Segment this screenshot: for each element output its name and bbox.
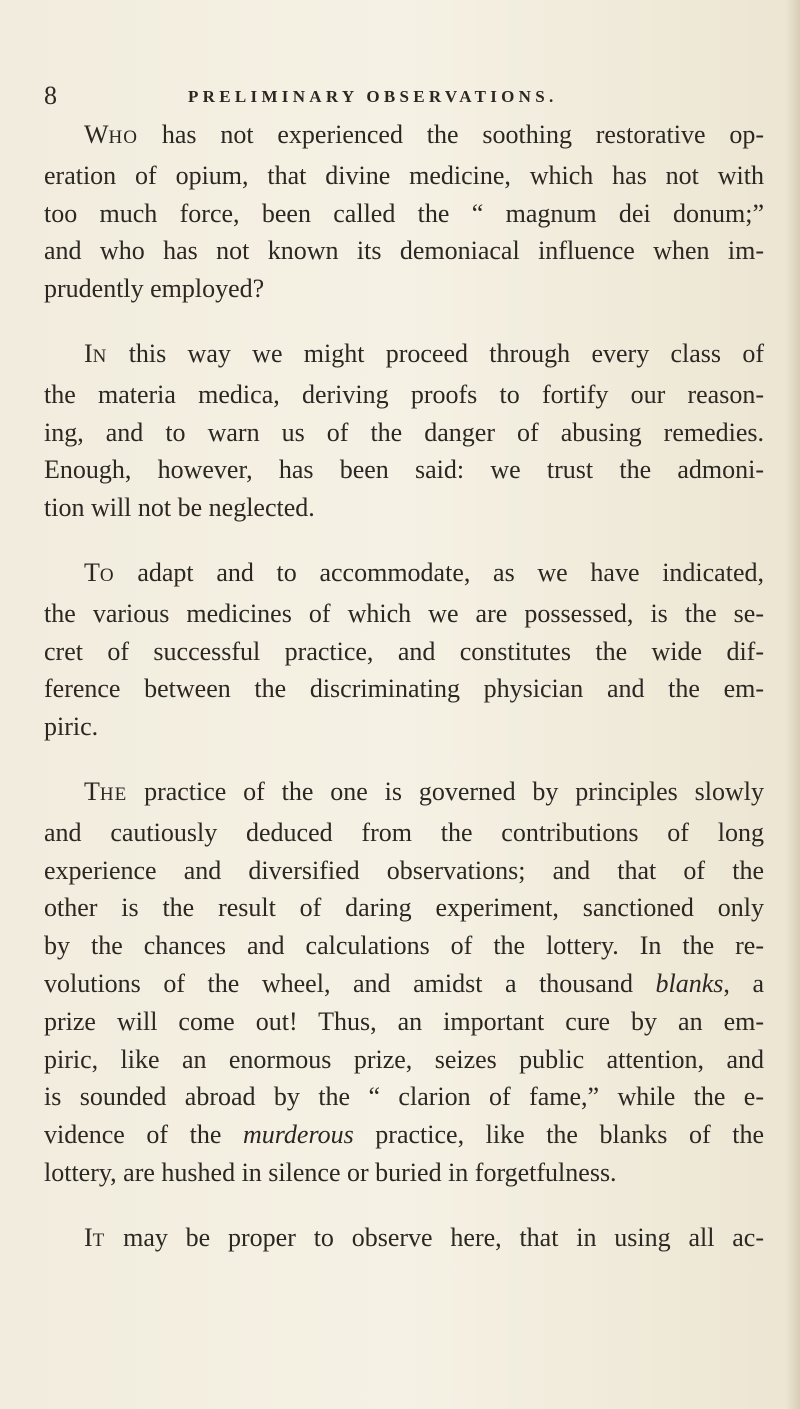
paragraph-2 — [44, 335, 764, 527]
paragraph-line: piric. — [44, 712, 99, 742]
paragraph-5 — [44, 1219, 764, 1260]
lead-smallcaps: O — [99, 564, 115, 586]
body-text — [44, 116, 764, 1287]
paragraph-line — [44, 335, 764, 376]
page-number: 8 — [44, 81, 57, 110]
lead-letter: W — [84, 120, 109, 149]
paragraph-line: tion will not be neglected. — [44, 493, 315, 523]
page-edge-shadow — [786, 0, 800, 1409]
paragraph-line — [44, 1219, 764, 1260]
paragraph-line: other is the result of daring experiment, sanctioned only — [44, 893, 764, 923]
paragraph-3 — [44, 554, 764, 746]
paragraph-line: the various medicines of which we are possessed, is the se- — [44, 598, 764, 628]
line-text: vidence of the — [44, 1120, 243, 1150]
line-text: volutions of the wheel, and amidst a thousand — [44, 968, 656, 998]
running-head: PRELIMINARY OBSERVATIONS. — [188, 87, 558, 106]
paragraph-line: ference between the discriminating physician and the em- — [44, 674, 764, 704]
lead-letter: T — [84, 557, 100, 587]
paragraph-line: experience and diversified observations; and that of the — [44, 855, 764, 885]
paragraph-line — [44, 1116, 764, 1154]
lead-smallcaps: N — [92, 345, 108, 367]
lead-smallcaps: HE — [99, 783, 128, 805]
line-text: practice of the one is governed by principles slowly — [127, 776, 764, 806]
lead-letter: I — [84, 1222, 93, 1252]
line-text: , a — [723, 968, 764, 998]
paragraph-line: prudently employed? — [44, 274, 265, 304]
line-text: adapt and to accommodate, as we have indicated, — [114, 557, 764, 587]
page-header — [44, 76, 764, 116]
lead-smallcaps: HO — [108, 127, 138, 148]
paragraph-line: cret of successful practice, and constitutes the wide dif- — [44, 636, 764, 666]
paragraph-line: Enough, however, has been said: we trust the admoni- — [44, 455, 764, 485]
paragraph-line — [44, 965, 764, 1003]
paragraph-line: too much force, been called the “ magnum dei donum;” — [44, 198, 764, 228]
lead-smallcaps: T — [92, 1229, 106, 1251]
line-text: practice, like the blanks of the — [353, 1120, 764, 1150]
lead-letter: T — [84, 776, 100, 806]
line-text: may be proper to observe here, that in using all ac- — [105, 1222, 764, 1252]
paragraph-line: by the chances and calculations of the lottery. In the re- — [44, 931, 764, 961]
paragraph-line — [44, 554, 764, 595]
paragraph-line — [44, 773, 764, 814]
paragraph-line: ing, and to warn us of the danger of abusing remedies. — [44, 417, 764, 447]
italic-word-blanks: blanks — [655, 968, 724, 998]
paragraph-line: and who has not known its demoniacal influence when im- — [44, 236, 764, 266]
paragraph-line: lottery, are hushed in silence or buried in forgetfulness. — [44, 1157, 617, 1187]
paragraph-line: eration of opium, that divine medicine, which has not with — [44, 160, 764, 190]
paragraph-line: is sounded abroad by the “ clarion of fame,” while the e- — [44, 1082, 764, 1112]
paragraph-line — [44, 116, 764, 157]
paragraph-line: prize will come out! Thus, an important cure by an em- — [44, 1006, 764, 1036]
lead-letter: I — [84, 338, 93, 368]
paragraph-line: and cautiously deduced from the contributions of long — [44, 817, 764, 847]
paragraph-line: piric, like an enormous prize, seizes public attention, and — [44, 1044, 764, 1074]
paragraph-line: the materia medica, deriving proofs to fortify our reason- — [44, 379, 764, 409]
italic-word-murderous: murderous — [242, 1120, 354, 1150]
paragraph-4 — [44, 773, 764, 1192]
line-text: this way we might proceed through every class of — [107, 338, 764, 368]
line-text: has not experienced the soothing restorative op- — [138, 120, 764, 149]
paragraph-1 — [44, 116, 764, 308]
